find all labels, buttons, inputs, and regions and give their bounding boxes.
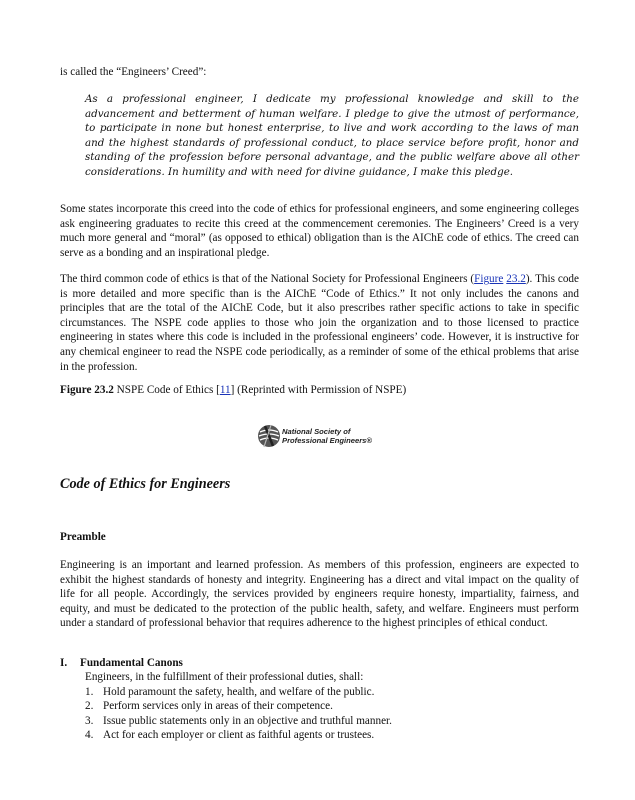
canons-heading [60,657,183,669]
caption-text-end: ] (Reprinted with Permission of NSPE) [230,384,407,396]
logo-line-2: Professional Engineers® [282,435,372,445]
code-title: Code of Ethics for Engineers [60,476,231,492]
logo-line-1: National Society of [282,427,351,436]
figure-caption [60,384,406,396]
canons-number: I. [60,657,68,669]
creed-discussion-paragraph: Some states incorporate this creed into the code of ethics for professional engineers, and some engineering colleges ask engineering graduates to recite this creed at the commencement ceremonies. The Engineers’ Creed is a very much more general and “moral” (as opposed to ethical) obligation than is the AIChE code of ethics. The creed can serve as a bonding and an inspirational pledge. [60,203,579,259]
reference-link[interactable]: 11 [219,384,231,396]
paragraph-text-rest: ). This code is more detailed and more specific than is the AIChE “Code of Ethics.” It not only includes the canons and principles that are the total of the AIChE Code, but it also prescribes rather specific actions to take in specific circumstances. The NSPE code applies to those who join the organization and to those licensed to practice engineering in states where this code is included in the professional engineers’ code. However, it is instructive for any chemical engineer to read the NSPE code periodically, as a reminder of some of the ethical problems that arise in the profession. [60,273,579,373]
figure-label: Figure 23.2 [60,384,114,396]
nspe-intro-paragraph [60,272,579,374]
nspe-logo-text [282,428,372,445]
canon-item: 2. Perform services only in areas of their competence. [85,700,333,713]
nspe-emblem-icon [256,422,282,450]
preamble-paragraph: Engineering is an important and learned profession. As members of this profession, engineers are expected to exhibit the highest standards of honesty and integrity. Engineering has a direct and vital impact on the quality of life for all people. Accordingly, the services provided by engineers require honesty, impartiality, fairness, and equity, and must be dedicated to the protection of the public health, safety, and welfare. Engineers must perform under a standard of professional behavior that requires adherence to the highest principles of ethical conduct. [60,559,579,630]
canons-title: Fundamental Canons [80,657,183,669]
caption-text: NSPE Code of Ethics [ [113,384,220,396]
canon-item: 3. Issue public statements only in an objective and truthful manner. [85,714,392,727]
nspe-logo [256,422,384,450]
intro-line: is called the “Engineers’ Creed”: [60,66,207,78]
canon-item: 4. Act for each employer or client as faithful agents or trustees. [85,729,375,742]
canon-item: 1. Hold paramount the safety, health, and welfare of the public. [85,686,375,698]
canons-intro: Engineers, in the fulfillment of their professional duties, shall: [85,671,364,683]
engineers-creed-quote: As a professional engineer, I dedicate my professional knowledge and skill to the advancement and betterment of human welfare. I pledge to give the utmost of performance, to participate in none but honest enterprise, to live and work according to the laws of man and the highest standards of professional conduct, to place service before profit, honor and standing of the profession before personal advantage, and the public welfare above all other considerations. In humility and with need for divine guidance, I make this pledge. [85,93,579,178]
canons-list [85,685,579,743]
figure-number-link[interactable]: 23.2 [506,273,526,285]
figure-link[interactable]: Figure [474,273,504,285]
preamble-heading: Preamble [60,531,106,543]
paragraph-text-start: The third common code of ethics is that of the National Society for Professional Engineers ( [60,273,475,285]
